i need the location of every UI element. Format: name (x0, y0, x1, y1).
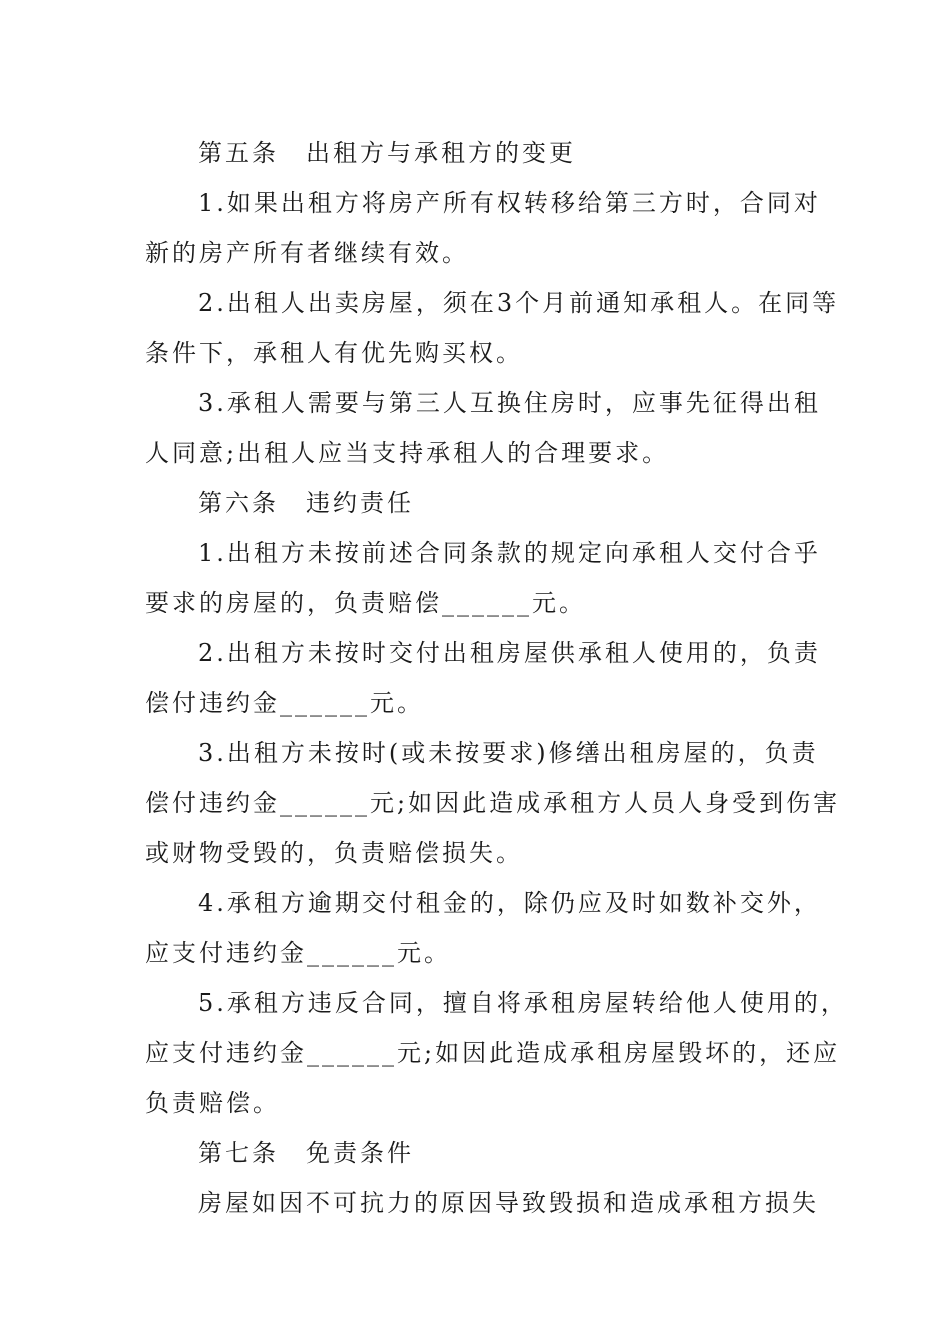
article-6-item-1-line-1: 1.出租方未按前述合同条款的规定向承租人交付合乎 (198, 539, 821, 567)
article-6-item-3-line-1: 3.出租方未按时(或未按要求)修缮出租房屋的，负责 (198, 739, 819, 767)
article-6-item-3-line-3: 或财物受毁的，负责赔偿损失。 (145, 839, 523, 867)
article-6-item-5-line-2: 应支付违约金______元;如因此造成承租房屋毁坏的，还应 (145, 1039, 841, 1067)
article-5-item-1-line-2: 新的房产所有者继续有效。 (145, 239, 469, 267)
article-5-item-3-line-1: 3.承租人需要与第三人互换住房时，应事先征得出租 (198, 389, 821, 417)
article-5-item-2-line-2: 条件下，承租人有优先购买权。 (145, 339, 523, 367)
article-6-item-5-line-1: 5.承租方违反合同，擅自将承租房屋转给他人使用的， (198, 989, 848, 1017)
document-body (145, 128, 848, 1228)
article-6-item-4-line-1: 4.承租方逾期交付租金的，除仍应及时如数补交外， (198, 889, 821, 917)
article-6-item-2-line-1: 2.出租方未按时交付出租房屋供承租人使用的，负责 (198, 639, 821, 667)
article-5-heading: 第五条 出租方与承租方的变更 (198, 139, 576, 167)
article-6-item-2-line-2: 偿付违约金______元。 (145, 689, 424, 717)
article-7-heading: 第七条 免责条件 (198, 1139, 414, 1167)
article-6-item-4-line-2: 应支付违约金______元。 (145, 939, 451, 967)
article-7-para-line-1: 房屋如因不可抗力的原因导致毁损和造成承租方损失 (198, 1189, 819, 1217)
article-5-item-3-line-2: 人同意;出租人应当支持承租人的合理要求。 (145, 439, 670, 467)
article-6-heading: 第六条 违约责任 (198, 489, 414, 517)
article-6-item-5-line-3: 负责赔偿。 (145, 1089, 280, 1117)
article-5-item-1-line-1: 1.如果出租方将房产所有权转移给第三方时，合同对 (198, 189, 821, 217)
article-6-item-1-line-2: 要求的房屋的，负责赔偿______元。 (145, 589, 586, 617)
article-6-item-3-line-2: 偿付违约金______元;如因此造成承租方人员人身受到伤害 (145, 789, 841, 817)
article-5-item-2-line-1: 2.出租人出卖房屋，须在3个月前通知承租人。在同等 (198, 289, 840, 317)
